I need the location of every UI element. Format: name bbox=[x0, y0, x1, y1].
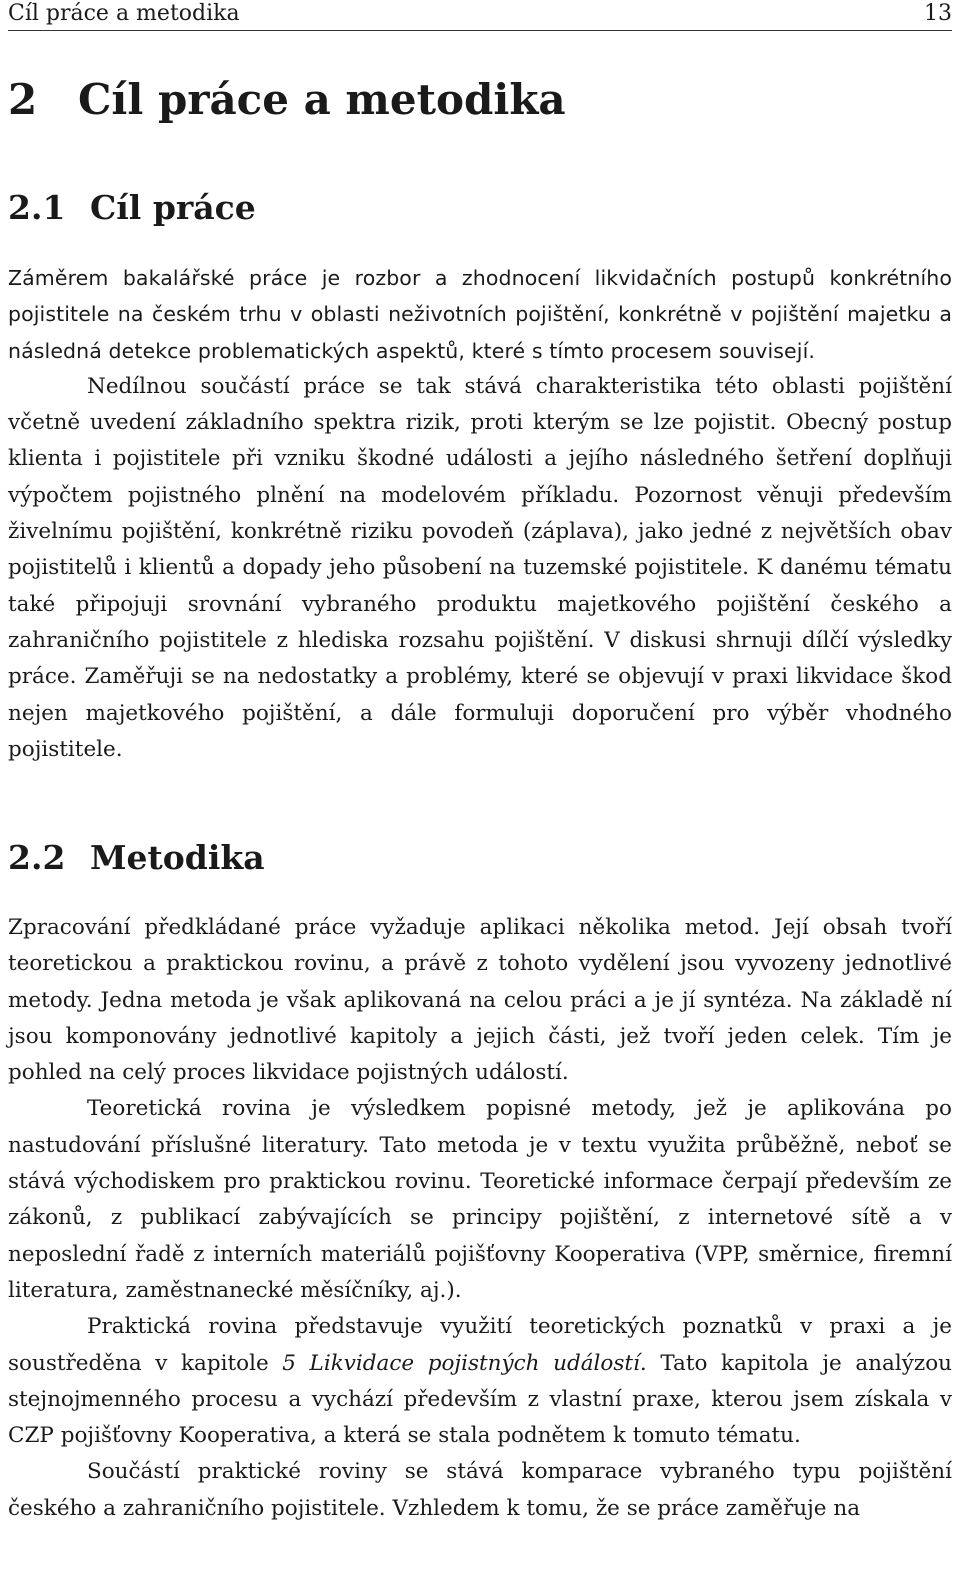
paragraph: Záměrem bakalářské práce je rozbor a zhodnocení likvidačních postupů konkrétního pojistitele na českém trhu v oblasti neživotních pojištění, konkrétně v pojištění majetku a následná detekce problematických aspektů, které s tímto procesem souvisejí. bbox=[8, 266, 952, 363]
section-heading-metodika bbox=[8, 836, 265, 880]
paragraph: Teoretická rovina je výsledkem popisné metody, jež je aplikována po nastudování příslušné literatury. Tato metoda je v textu využita průběžně, neboť se stává východiskem pro praktickou rovinu. Teoretické informace čerpají především ze zákonů, z publikací zabývajících se principy pojištění, z internetové sítě a v neposlední řadě z interních materiálů pojišťovny Kooperativa (VPP, směrnice, firemní literatura, zaměstnanecké měsíčníky, aj.). bbox=[8, 1096, 952, 1303]
chapter-title bbox=[8, 72, 566, 128]
section-title-text: Cíl práce bbox=[90, 188, 256, 227]
section-body-metodika bbox=[8, 910, 952, 1527]
paragraph-text: . Tato kapitola je analýzou stejnojmenného procesu a vychází především z vlastní praxe, kterou jsem získala v CZP pojišťovny Kooperativa, a která se stala podnětem k tomuto tématu. bbox=[8, 1350, 952, 1449]
section-title-text: Metodika bbox=[90, 838, 265, 877]
chapter-title-text: Cíl práce a metodika bbox=[78, 75, 566, 124]
paragraph: Zpracování předkládané práce vyžaduje aplikaci několika metod. Její obsah tvoří teoretickou a praktickou rovinu, a právě z tohoto vydělení jsou vyvozeny jednotlivé metody. Jedna metoda je však aplikovaná na celou práci a je jí syntéza. Na základě ní jsou komponovány jednotlivé kapitoly a jejich části, jež tvoří jeden celek. Tím je pohled na celý proces likvidace pojistných událostí. bbox=[8, 915, 952, 1086]
paragraph bbox=[8, 1309, 952, 1454]
section-body-cil-prace bbox=[8, 260, 952, 768]
section-number: 2.2 bbox=[8, 838, 66, 877]
chapter-number: 2 bbox=[8, 75, 38, 124]
chapter-reference: 5 Likvidace pojistných událostí bbox=[282, 1350, 640, 1376]
page-number: 13 bbox=[924, 1, 952, 26]
running-title: Cíl práce a metodika bbox=[8, 1, 240, 26]
section-heading-cil-prace bbox=[8, 186, 256, 230]
paragraph-text: Praktická rovina představuje využití teoretických poznatků v praxi a je soustředěna v kapitole bbox=[8, 1314, 952, 1376]
paragraph: Nedílnou součástí práce se tak stává charakteristika této oblasti pojištění včetně uvedení základního spektra rizik, proti kterým se lze pojistit. Obecný postup klienta i pojistitele při vzniku škodné události a jejího následného šetření doplňuji výpočtem pojistného plnění na modelovém příkladu. Pozornost věnuji především živelnímu pojištění, konkrétně riziku povodeň (záplava), jako jedné z největších obav pojistitelů i klientů a dopady jeho působení na tuzemské pojistitele. K danému tématu také připojuji srovnání vybraného produktu majetkového pojištění českého a zahraničního pojistitele z hlediska rozsahu pojištění. V diskusi shrnuji dílčí výsledky práce. Zaměřuji se na nedostatky a problémy, které se objevují v praxi likvidace škod nejen majetkového pojištění, a dále formuluji doporučení pro výběr vhodného pojistitele. bbox=[8, 373, 952, 762]
paragraph: Součástí praktické roviny se stává komparace vybraného typu pojištění českého a zahraničního pojistitele. Vzhledem k tomu, že se práce zaměřuje na bbox=[8, 1459, 952, 1521]
section-number: 2.1 bbox=[8, 188, 66, 227]
running-header bbox=[8, 0, 952, 31]
